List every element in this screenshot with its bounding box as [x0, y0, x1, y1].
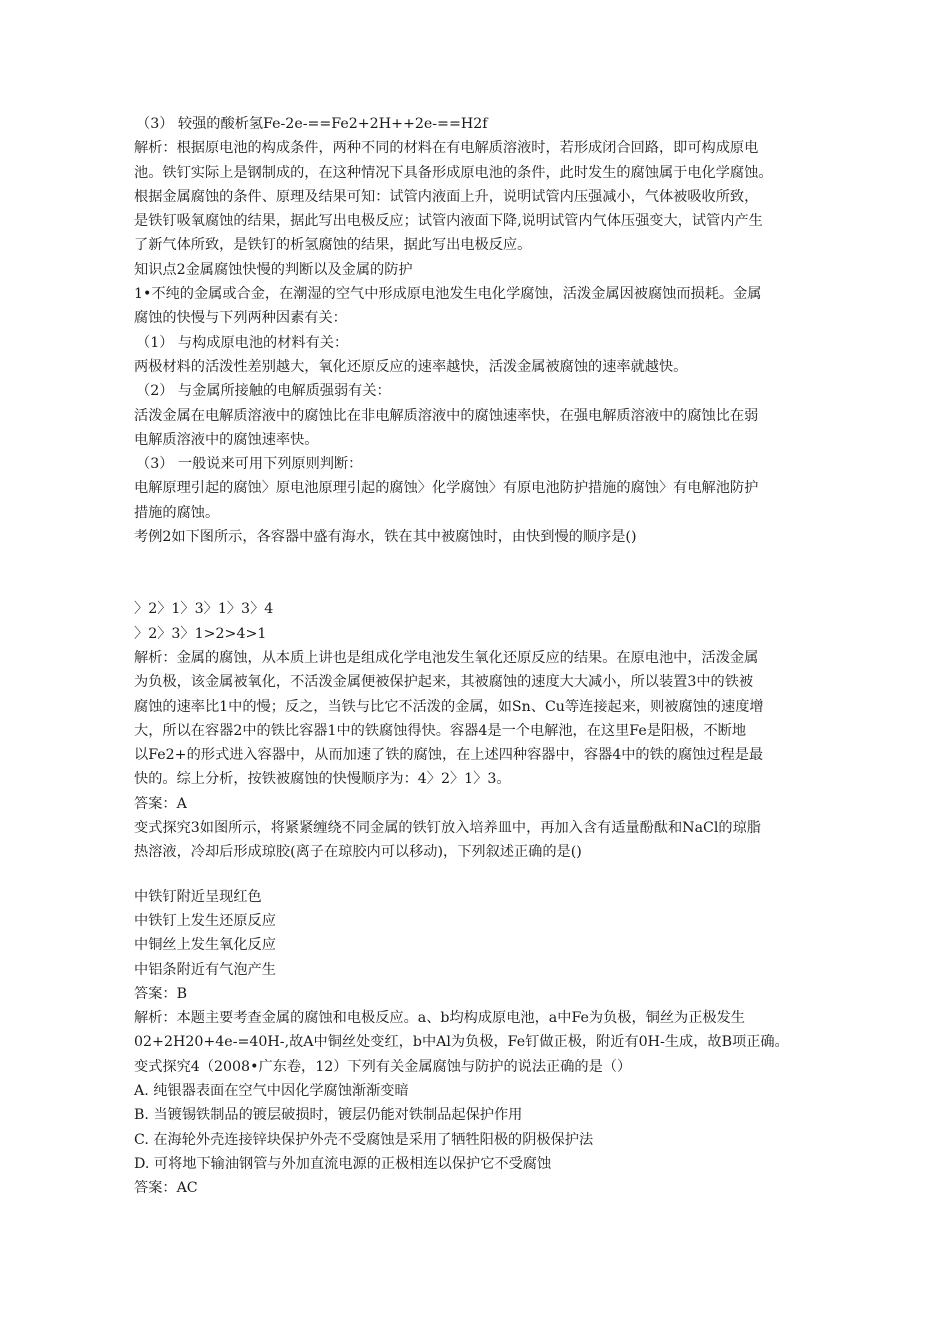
- option-line: C. 在海轮外壳连接锌块保护外壳不受腐蚀是采用了牺牲阳极的阴极保护法: [134, 1131, 594, 1148]
- option-line: D. 可将地下输油钢管与外加直流电源的正极相连以保护它不受腐蚀: [134, 1155, 552, 1172]
- text-line: 02+2H20+4e-=40H-,故A中铜丝处变红，b中Al为负极，Fe钉做正极，附近有0H-生成，故B项正确。: [134, 1034, 789, 1051]
- text-line: （2） 与金属所接触的电解质强弱有关：: [136, 383, 391, 400]
- text-line: 措施的腐蚀。: [134, 504, 220, 521]
- text-line: （1） 与构成原电池的材料有关：: [136, 334, 349, 351]
- text-line: 腐蚀的快慢与下列两种因素有关：: [134, 310, 347, 327]
- text-line: 是铁钉吸氧腐蚀的结果，据此写出电极反应；试管内液面下降,说明试管内气体压强变大，试管内产生: [134, 213, 763, 230]
- option-line: 中铁钉上发生还原反应: [134, 912, 276, 929]
- option-line: 〉2〉3〉1>2>4>1: [134, 625, 267, 642]
- text-line: 快的。综上分析，按铁被腐蚀的快慢顺序为：4〉2〉1〉3。: [134, 771, 511, 788]
- option-line: B. 当镀锡铁制品的镀层破损时，镀层仍能对铁制品起保护作用: [134, 1107, 523, 1124]
- text-line: 了新气体所致，是铁钉的析氢腐蚀的结果，据此写出电极反应。: [134, 237, 532, 254]
- option-line: 中铝条附近有气泡产生: [134, 961, 276, 978]
- section-heading: 知识点2金属腐蚀快慢的判断以及金属的防护: [134, 261, 413, 278]
- text-line: 根据金属腐蚀的条件、原理及结果可知：试管内液面上升，说明试管内压强减小，气体被吸收所致，: [134, 188, 759, 205]
- text-line: 活泼金属在电解质溶液中的腐蚀比在非电解质溶液中的腐蚀速率快，在强电解质溶液中的腐蚀比在弱: [134, 407, 759, 424]
- text-line: 池。铁钉实际上是钢制成的，在这种情况下具备形成原电池的条件，此时发生的腐蚀属于电化学腐蚀。: [134, 164, 773, 181]
- text-line: （3） 较强的酸析氢Fe-2e-==Fe2+2H++2e-==H2f: [136, 116, 488, 132]
- text-line: 为负极，该金属被氧化，不活泼金属便被保护起来，其被腐蚀的速度大大减小，所以装置3中的铁被: [134, 674, 754, 691]
- text-line: 大，所以在容器2中的铁比容器1中的铁腐蚀得快。容器4是一个电解池，在这里Fe是阳极，不断地: [134, 722, 747, 739]
- option-line: A. 纯银器表面在空气中因化学腐蚀渐渐变暗: [134, 1082, 409, 1099]
- figure-placeholder: [134, 549, 850, 597]
- section-middle: [134, 597, 850, 864]
- option-line: 中铁钉附近呈现红色: [134, 888, 262, 905]
- answer-line: 答案：B: [134, 985, 187, 1002]
- text-line: 电解质溶液中的腐蚀速率快。: [134, 431, 319, 448]
- text-line: （3） 一般说来可用下列原则判断：: [136, 456, 363, 473]
- answer-line: 答案：A: [134, 795, 187, 812]
- question-line: 考例2如下图所示，各容器中盛有海水，铁在其中被腐蚀时，由快到慢的顺序是(): [134, 529, 637, 546]
- question-line: 变式探究4（2008•广东卷，12）下列有关金属腐蚀与防护的说法正确的是（）: [134, 1058, 632, 1075]
- question-line: 变式探究3如图所示，将紧紧缠绕不同金属的铁钉放入培养皿中，再加入含有适量酚酞和NaCl的琼脂: [134, 820, 761, 837]
- section-bottom: [134, 885, 850, 1201]
- option-line: 〉2〉1〉3〉1〉3〉4: [134, 601, 274, 618]
- text-line: 腐蚀的速率比1中的慢；反之，当铁与比它不活泼的金属，如Sn、Cu等连接起来，则被腐蚀的速度增: [134, 698, 764, 715]
- question-line: 热溶液，冷却后形成琼胶(离子在琼胶内可以移动)，下列叙述正确的是(): [134, 844, 582, 861]
- text-line: 1•不纯的金属或合金，在潮湿的空气中形成原电池发生电化学腐蚀，活泼金属因被腐蚀而损耗。金属: [134, 286, 762, 303]
- answer-line: 答案：AC: [134, 1180, 198, 1197]
- text-line: 电解原理引起的腐蚀〉原电池原理引起的腐蚀〉化学腐蚀〉有原电池防护措施的腐蚀〉有电解池防护: [134, 480, 759, 497]
- text-line: 解析：根据原电池的构成条件，两种不同的材料在有电解质溶液时，若形成闭合回路，即可构成原电: [134, 140, 759, 157]
- section-top: [134, 112, 850, 549]
- text-line: 以Fe2+的形式进入容器中，从而加速了铁的腐蚀，在上述四种容器中，容器4中的铁的腐蚀过程是最: [134, 747, 764, 764]
- option-line: 中铜丝上发生氧化反应: [134, 937, 276, 954]
- text-line: 解析：金属的腐蚀，从本质上讲也是组成化学电池发生氧化还原反应的结果。在原电池中，活泼金属: [134, 649, 759, 666]
- figure-placeholder: [134, 865, 850, 885]
- text-line: 两极材料的活泼性差别越大，氧化还原反应的速率越快，活泼金属被腐蚀的速率就越快。: [134, 358, 688, 375]
- text-line: 解析：本题主要考查金属的腐蚀和电极反应。a、b均构成原电池，a中Fe为负极，铜丝为正极发生: [134, 1010, 745, 1027]
- document-page: [134, 112, 850, 1200]
